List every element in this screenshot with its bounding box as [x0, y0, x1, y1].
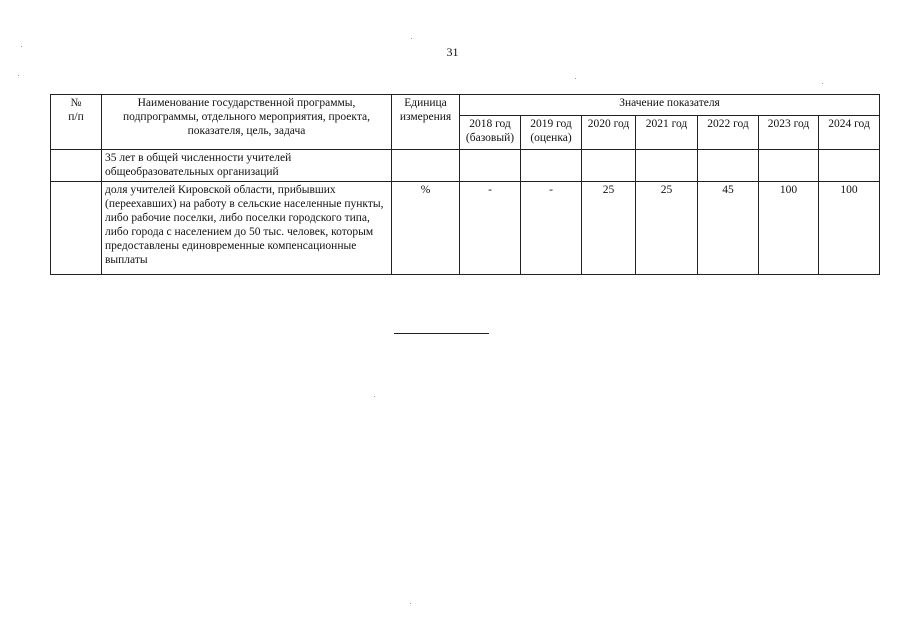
header-values-group: Значение показателя	[460, 95, 880, 116]
row-value-2019: -	[521, 182, 582, 275]
table-row	[51, 182, 880, 275]
row-number	[51, 182, 102, 275]
row-value-2021: 25	[636, 182, 698, 275]
row-value-2022	[698, 150, 759, 182]
header-unit: Единица измерения	[392, 95, 460, 150]
header-year-2021: 2021 год	[636, 116, 698, 150]
row-value-2021	[636, 150, 698, 182]
header-name: Наименование государственной программы, подпрограммы, отдельного мероприятия, проекта, показателя, цель, задача	[102, 95, 392, 150]
header-row-top	[51, 95, 880, 116]
scan-speck	[575, 78, 576, 79]
footer-rule	[394, 333, 489, 334]
row-unit	[392, 150, 460, 182]
row-value-2018: -	[460, 182, 521, 275]
scan-speck	[411, 38, 412, 39]
page-number: 31	[446, 45, 459, 59]
row-value-2019	[521, 150, 582, 182]
scan-speck	[410, 603, 411, 604]
row-value-2020	[582, 150, 636, 182]
scan-speck	[822, 83, 823, 84]
scan-speck	[21, 46, 22, 47]
row-value-2018	[460, 150, 521, 182]
row-name: 35 лет в общей численности учителей общеобразовательных организаций	[102, 150, 392, 182]
scan-speck	[374, 396, 375, 397]
row-value-2024: 100	[819, 182, 880, 275]
row-value-2024	[819, 150, 880, 182]
row-value-2023: 100	[759, 182, 819, 275]
row-unit: %	[392, 182, 460, 275]
header-year-2018: 2018 год (базовый)	[460, 116, 521, 150]
row-name: доля учителей Кировской области, прибывших (переехавших) на работу в сельские населенные пункты, либо рабочие поселки, либо поселки городского типа, либо города с населением до 50 тыс. человек, которым предоставлены единовременные компенсационные выплаты	[102, 182, 392, 275]
header-number: № п/п	[51, 95, 102, 150]
header-year-2024: 2024 год	[819, 116, 880, 150]
row-value-2020: 25	[582, 182, 636, 275]
scan-speck	[18, 75, 19, 76]
row-value-2022: 45	[698, 182, 759, 275]
indicators-table	[50, 94, 880, 275]
header-year-2019: 2019 год (оценка)	[521, 116, 582, 150]
header-year-2023: 2023 год	[759, 116, 819, 150]
row-number	[51, 150, 102, 182]
row-value-2023	[759, 150, 819, 182]
header-year-2022: 2022 год	[698, 116, 759, 150]
table-row	[51, 150, 880, 182]
header-year-2020: 2020 год	[582, 116, 636, 150]
